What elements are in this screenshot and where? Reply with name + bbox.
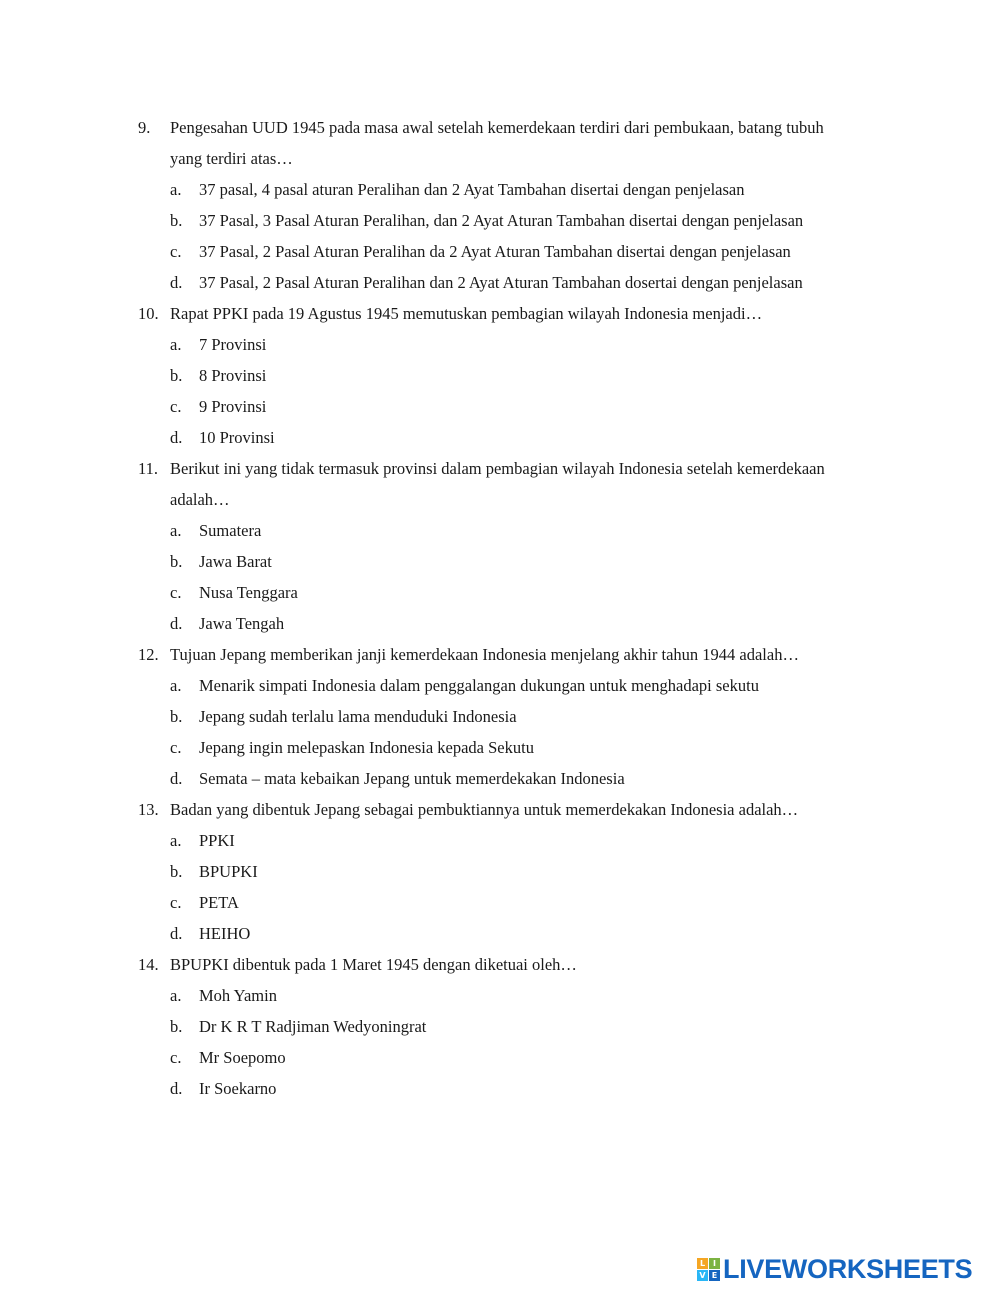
answer-option <box>0 174 1000 205</box>
option-letter: d. <box>170 428 183 447</box>
option-letter: a. <box>170 521 182 540</box>
question-number: 13. <box>138 800 159 819</box>
question-text: yang terdiri atas… <box>170 149 293 168</box>
option-letter: d. <box>170 1079 183 1098</box>
option-letter: b. <box>170 1017 183 1036</box>
option-text: Nusa Tenggara <box>199 583 298 602</box>
answer-option <box>0 825 1000 856</box>
option-text: 37 Pasal, 2 Pasal Aturan Peralihan da 2 Ayat Aturan Tambahan disertai dengan penjelasan <box>199 242 791 261</box>
option-text: 7 Provinsi <box>199 335 267 354</box>
answer-option <box>0 205 1000 236</box>
question-text: Rapat PPKI pada 19 Agustus 1945 memutuskan pembagian wilayah Indonesia menjadi… <box>170 304 763 323</box>
option-letter: a. <box>170 986 182 1005</box>
logo-text: LIVEWORKSHEETS <box>723 1253 973 1284</box>
option-text: PETA <box>199 893 239 912</box>
answer-option <box>0 360 1000 391</box>
question-text: Berikut ini yang tidak termasuk provinsi dalam pembagian wilayah Indonesia setelah kemerdekaan <box>170 459 825 478</box>
question-number: 14. <box>138 955 159 974</box>
option-letter: c. <box>170 1048 182 1067</box>
answer-option <box>0 1011 1000 1042</box>
answer-option <box>0 391 1000 422</box>
question-14 <box>0 949 1000 1104</box>
answer-option <box>0 1042 1000 1073</box>
logo-cell: E <box>709 1270 720 1281</box>
question-number: 11. <box>138 459 159 478</box>
answer-option <box>0 732 1000 763</box>
question-text: Pengesahan UUD 1945 pada masa awal setelah kemerdekaan terdiri dari pembukaan, batang tubuh <box>170 118 824 137</box>
question-13 <box>0 794 1000 949</box>
question-10 <box>0 298 1000 453</box>
answer-option <box>0 422 1000 453</box>
option-text: Jawa Barat <box>199 552 272 571</box>
option-letter: b. <box>170 707 183 726</box>
answer-option <box>0 887 1000 918</box>
question-text: Badan yang dibentuk Jepang sebagai pembuktiannya untuk memerdekakan Indonesia adalah… <box>170 800 799 819</box>
logo-cell: I <box>709 1258 720 1269</box>
question-stem <box>0 794 1000 825</box>
option-letter: b. <box>170 211 183 230</box>
option-text: 37 Pasal, 2 Pasal Aturan Peralihan dan 2 Ayat Aturan Tambahan dosertai dengan penjelasan <box>199 273 803 292</box>
option-text: Mr Soepomo <box>199 1048 286 1067</box>
question-text: Tujuan Jepang memberikan janji kemerdekaan Indonesia menjelang akhir tahun 1944 adalah… <box>170 645 799 664</box>
logo-mark-icon <box>697 1258 720 1281</box>
answer-option <box>0 670 1000 701</box>
liveworksheets-logo <box>697 1254 972 1284</box>
option-text: Menarik simpati Indonesia dalam penggalangan dukungan untuk menghadapi sekutu <box>199 676 759 695</box>
answer-option <box>0 980 1000 1011</box>
option-text: Ir Soekarno <box>199 1079 277 1098</box>
option-text: HEIHO <box>199 924 251 943</box>
question-number: 12. <box>138 645 159 664</box>
logo-cell: L <box>697 1258 708 1269</box>
option-letter: c. <box>170 242 182 261</box>
answer-option <box>0 1073 1000 1104</box>
question-stem <box>0 949 1000 980</box>
answer-option <box>0 515 1000 546</box>
option-text: Dr K R T Radjiman Wedyoningrat <box>199 1017 427 1036</box>
option-letter: c. <box>170 738 182 757</box>
answer-option <box>0 918 1000 949</box>
option-text: Jepang ingin melepaskan Indonesia kepada Sekutu <box>199 738 534 757</box>
option-letter: d. <box>170 614 183 633</box>
question-stem-continued <box>0 143 1000 174</box>
question-number: 9. <box>138 118 151 137</box>
option-text: Jawa Tengah <box>199 614 285 633</box>
answer-option <box>0 608 1000 639</box>
question-list <box>0 112 1000 1104</box>
question-stem <box>0 639 1000 670</box>
answer-option <box>0 546 1000 577</box>
option-text: Moh Yamin <box>199 986 277 1005</box>
option-letter: b. <box>170 366 183 385</box>
option-letter: d. <box>170 769 183 788</box>
question-stem-continued <box>0 484 1000 515</box>
option-text: 10 Provinsi <box>199 428 275 447</box>
answer-option <box>0 763 1000 794</box>
option-text: 8 Provinsi <box>199 366 267 385</box>
answer-option <box>0 329 1000 360</box>
option-letter: c. <box>170 397 182 416</box>
question-9 <box>0 112 1000 298</box>
logo-cell: V <box>697 1270 708 1281</box>
question-text: BPUPKI dibentuk pada 1 Maret 1945 dengan diketuai oleh… <box>170 955 577 974</box>
option-text: BPUPKI <box>199 862 258 881</box>
option-text: 9 Provinsi <box>199 397 267 416</box>
question-number: 10. <box>138 304 159 323</box>
question-stem <box>0 298 1000 329</box>
option-letter: c. <box>170 893 182 912</box>
question-stem <box>0 453 1000 484</box>
question-11 <box>0 453 1000 639</box>
option-text: Sumatera <box>199 521 262 540</box>
option-letter: a. <box>170 180 182 199</box>
option-letter: b. <box>170 552 183 571</box>
option-text: Jepang sudah terlalu lama menduduki Indonesia <box>199 707 517 726</box>
question-12 <box>0 639 1000 794</box>
option-letter: a. <box>170 676 182 695</box>
option-letter: a. <box>170 335 182 354</box>
answer-option <box>0 267 1000 298</box>
option-letter: c. <box>170 583 182 602</box>
option-letter: b. <box>170 862 183 881</box>
answer-option <box>0 701 1000 732</box>
question-stem <box>0 112 1000 143</box>
answer-option <box>0 236 1000 267</box>
option-letter: a. <box>170 831 182 850</box>
option-text: PPKI <box>199 831 235 850</box>
answer-option <box>0 577 1000 608</box>
option-letter: d. <box>170 924 183 943</box>
option-text: 37 Pasal, 3 Pasal Aturan Peralihan, dan 2 Ayat Aturan Tambahan disertai dengan penjelasan <box>199 211 804 230</box>
question-text: adalah… <box>170 490 230 509</box>
option-text: 37 pasal, 4 pasal aturan Peralihan dan 2 Ayat Tambahan disertai dengan penjelasan <box>199 180 745 199</box>
option-letter: d. <box>170 273 183 292</box>
answer-option <box>0 856 1000 887</box>
option-text: Semata – mata kebaikan Jepang untuk memerdekakan Indonesia <box>199 769 625 788</box>
